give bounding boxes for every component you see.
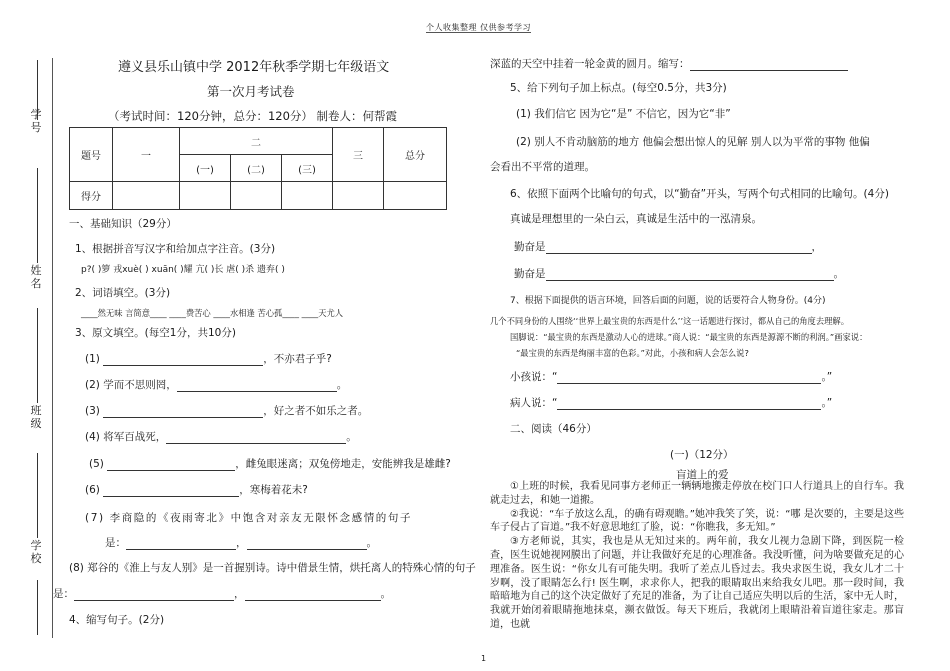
q6-example: 真诚是理想里的一朵白云，真诚是生活中的一泓清泉。 <box>510 213 762 225</box>
answer-blank[interactable] <box>103 354 263 366</box>
score-cell[interactable] <box>231 182 282 210</box>
q7-patient-answer: 病人说：“ 。” <box>510 397 833 409</box>
q3-4: (4) 将军百战死， 。 <box>85 431 357 443</box>
side-label-name: 姓名 <box>30 264 42 290</box>
q7-text: 7、根据下面提供的语言环境，回答后面的问题，说的话要符合人物身份。(4分) <box>510 296 826 306</box>
q3-5: (5) ，雌兔眼迷离；双兔傍地走，安能辨我是雄雌? <box>89 458 451 470</box>
q3-8: (8) 郑谷的《淮上与友人别》是一首握别诗。诗中借景生情，烘托离人的特殊心情的句子 <box>69 562 476 574</box>
story-title: 盲道上的爱 <box>676 469 729 481</box>
table-col-1: 一 <box>113 128 180 182</box>
table-sub-2: (二) <box>231 155 282 182</box>
table-sub-3: (三) <box>282 155 333 182</box>
answer-blank[interactable] <box>166 432 346 444</box>
story-paragraph: ③方老师说，其实，我也是从无知过来的。两年前，我女儿视力急剧下降，到医院一检查，医生说她视网膜出了问题，并让我做好充足的心理准备。我没听懂，问为啥要做充足的心理准备。医生说：“你女儿有可能失明。我听了差点儿昏过去。我央求医生说，我女儿才二十岁啊，没了眼睛怎么行! 医生啊，求求你人，把我的眼睛取出来给我女儿吧。那一段时间，我暗暗地为自己的这个决定做好了充足的准备，为了让自己适应失明以后的生活，家中无人时，我就开始闭着眼睛拖地抹桌，濒衣做饭。每天下班后，我就闭上眼睛沿着盲道往家走。那盲道，也就 <box>490 536 904 630</box>
answer-blank[interactable] <box>107 459 235 471</box>
q6-text: 6、依照下面两个比喻句的句式，以“勤奋”开头，写两个句式相同的比喻句。(4分) <box>510 188 889 200</box>
table-score-label: 得分 <box>70 182 113 210</box>
score-table <box>69 127 447 210</box>
section-1-heading: 一、基础知识（29分） <box>69 218 177 230</box>
q3-2: (2) 学而不思则罔， 。 <box>85 379 348 391</box>
q1-items: p?( )箩 戎xuè( ) xuān( )耀 亢( )长 虐( )杀 遗弃( ) <box>81 265 285 275</box>
q5-1: (1) 我们信它 因为它“是” 不信它，因为它“非” <box>516 108 731 120</box>
reading-1-heading: (一)（12分） <box>670 449 734 461</box>
answer-blank[interactable] <box>103 485 239 497</box>
q1-text: 1、根据拼音写汉字和给加点字注音。(3分) <box>75 243 276 255</box>
answer-blank[interactable] <box>126 538 236 550</box>
q3-8-answer: 是： ， 。 <box>53 588 391 600</box>
q5-2: (2) 别人不肯动脑筋的地方 他偏会想出惊人的见解 别人以为平常的事物 他偏 <box>516 136 870 148</box>
table-col-total: 总分 <box>384 128 447 182</box>
table-col-2: 二 <box>180 128 333 155</box>
q4-sentence: 深蓝的天空中挂着一轮金黄的圆月。缩写： <box>490 56 848 71</box>
table-sub-1: (一) <box>180 155 231 182</box>
score-cell[interactable] <box>113 182 180 210</box>
exam-subtitle: 第一次月考试卷 <box>207 84 295 99</box>
q3-3: (3) ，好之者不如乐之者。 <box>85 405 369 417</box>
q7-child-answer: 小孩说：“ 。” <box>510 371 833 383</box>
story-paragraph: ①上班的时候，我看见同事方老师正一辆辆地搬走停放在校门口人行道具上的自行车。我就走过去，和她一道搬。 <box>490 481 904 506</box>
score-cell[interactable] <box>333 182 384 210</box>
page-number: 1 <box>481 654 487 663</box>
q5-2-cont: 会看出不平常的道理。 <box>490 161 595 173</box>
score-cell[interactable] <box>180 182 231 210</box>
score-cell[interactable] <box>282 182 333 210</box>
q3-7-answer: 是： ， 。 <box>105 537 377 549</box>
answer-blank[interactable] <box>247 538 367 550</box>
binding-line <box>37 308 38 403</box>
header-note: 个人收集整理 仅供参考学习 <box>426 23 532 32</box>
section-2-heading: 二、阅读（46分） <box>510 423 597 435</box>
answer-blank[interactable] <box>557 398 821 410</box>
answer-blank[interactable] <box>546 269 834 281</box>
q3-1: (1) ，不亦君子乎? <box>85 353 332 365</box>
answer-blank[interactable] <box>557 372 821 384</box>
table-row-head: 题号 <box>70 128 113 182</box>
side-label-student-id: 学号 <box>30 108 42 134</box>
side-label-school: 学校 <box>30 539 42 565</box>
q7-context-1: 几个不同身份的人围绕‘‘世界上最宝贵的东西是什么’’这一话题进行探讨，都从自己的角度去理解。 <box>490 316 850 326</box>
q2-text: 2、词语填空。(3分) <box>75 287 171 299</box>
binding-line <box>37 453 38 538</box>
answer-blank[interactable] <box>74 589 234 601</box>
q7-context-2: 国脚说：“最宝贵的东西是激动人心的进球。”商人说：“最宝贵的东西是源源不断的利润。”画家说： <box>510 332 868 342</box>
table-col-3: 三 <box>333 128 384 182</box>
q6-answer-1: 勤奋是 ， <box>514 241 822 253</box>
answer-blank[interactable] <box>245 589 381 601</box>
story-body <box>490 480 904 652</box>
score-cell[interactable] <box>384 182 447 210</box>
binding-edge <box>52 58 53 638</box>
q3-7: (7) 李商隐的《夜雨寄北》中饱含对亲友无限怀念感情的句子 <box>85 512 413 524</box>
q5-text: 5、给下列句子加上标点。(每空0.5分，共3分) <box>510 82 727 94</box>
q3-text: 3、原文填空。(每空1分，共10分) <box>75 327 236 339</box>
side-label-class: 班级 <box>30 404 42 430</box>
binding-line <box>37 580 38 635</box>
q4-text: 4、缩写句子。(2分) <box>69 614 165 626</box>
q3-6: (6) ，寒梅着花未? <box>85 484 308 496</box>
answer-blank[interactable] <box>546 242 812 254</box>
answer-blank[interactable] <box>690 59 848 71</box>
q2-items: ____然无味 言简意____ ____费苦心 ____水相逢 苦心孤____ ____天尤人 <box>81 308 344 318</box>
exam-info: （考试时间：120分钟，总分：120分） 制卷人：何帮霞 <box>108 109 398 123</box>
binding-line <box>37 168 38 263</box>
q7-context-3: “最宝贵的东西是绚丽丰富的色彩。”对此，小孩和病人会怎么说? <box>516 348 749 358</box>
story-paragraph: ②我说：“车子放这么乱，的确有碍观瞻。”她冲我笑了笑，说：“哪 是次要的，主要是这些车子侵占了盲道。”我不好意思地红了脸，说：“你瞧我，多无知。” <box>490 508 904 534</box>
q6-answer-2: 勤奋是 。 <box>514 268 844 280</box>
answer-blank[interactable] <box>103 406 263 418</box>
answer-blank[interactable] <box>177 380 337 392</box>
exam-title: 遵义县乐山镇中学 2012年秋季学期七年级语文 <box>118 60 390 75</box>
